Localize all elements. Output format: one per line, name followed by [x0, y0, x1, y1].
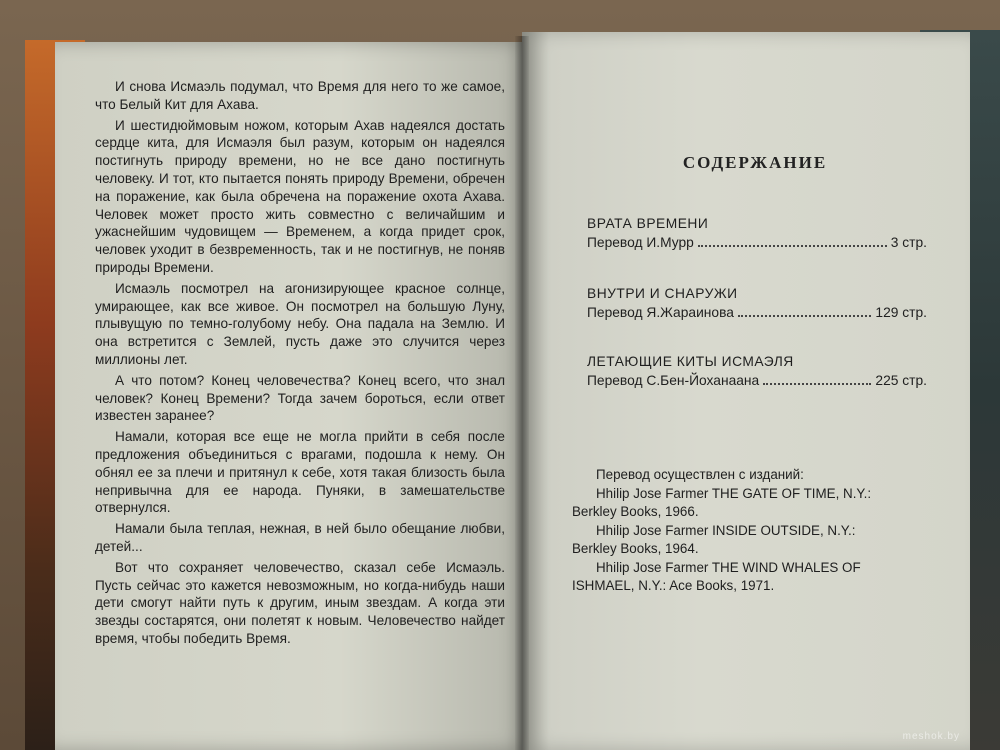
credits-intro: Перевод осуществлен с изданий: [596, 467, 804, 482]
watermark: meshok.by [902, 731, 960, 742]
toc-entry-line [587, 235, 927, 250]
toc-leader-dots [763, 383, 871, 385]
toc-entry-title: ВНУТРИ И СНАРУЖИ [587, 286, 738, 301]
book-gutter [515, 36, 529, 750]
toc-entry [587, 286, 927, 320]
credits-line: Berkley Books, 1966. [572, 504, 699, 519]
toc-entry-page: 225 стр. [875, 373, 927, 388]
toc-entry-title: ЛЕТАЮЩИЕ КИТЫ ИСМАЭЛЯ [587, 354, 794, 369]
credits-line: ISHMAEL, N.Y.: Ace Books, 1971. [572, 578, 775, 593]
toc-leader-dots [738, 315, 871, 317]
credits-line: Hhilip Jose Farmer THE GATE OF TIME, N.Y.: [596, 485, 872, 501]
paragraph: И снова Исмаэль подумал, что Время для него то же самое, что Белый Кит для Ахава. [95, 79, 505, 112]
paragraph: Исмаэль посмотрел на агонизирующее красное солнце, умирающее, как все живое. Он посмотрел на большую Луну, плывущую по темно-голубому небу. Она падала на Землю. И она встретится с Землей, пусть даже это случится через миллионы лет. [95, 280, 505, 367]
toc-entry-title: ВРАТА ВРЕМЕНИ [587, 216, 709, 231]
toc-entry [587, 216, 927, 250]
credits-line: Berkley Books, 1964. [572, 541, 699, 556]
toc-entry-translator: Перевод Я.Жараинова [587, 305, 734, 320]
toc-entry-page: 3 стр. [890, 235, 927, 250]
toc-entry-line [587, 305, 927, 320]
left-page-text [95, 78, 505, 651]
right-page [522, 32, 970, 750]
paragraph: Вот что сохраняет человечество, сказал себе Исмаэль. Пусть сейчас это кажется невозможным, но когда-нибудь наши дети смогут найти путь к другим, иным звездам. А когда эти звезды состарятся, они полетят к новым. Человечество найдет время, чтобы победить Время. [95, 559, 505, 646]
paragraph: И шестидюймовым ножом, которым Ахав надеялся достать сердце кита, для Исмаэля был разум, которым он надеялся постигнуть природу времени, но не все дано постигнуть человеку. И тот, кто пытается понять природу Времени, обречен на поражение, как была обречена на поражение охота Ахава. Человек может просто жить совместно с величайшим и ужаснейшим чудовищем — Временем, а когда придет срок, человек уходит в безвременность, так и не постигнув, не поняв природы Времени. [95, 117, 505, 275]
toc-entry-translator: Перевод С.Бен-Йоханаана [587, 373, 760, 388]
toc-entry-page: 129 стр. [875, 305, 927, 320]
toc-entry [587, 354, 927, 388]
toc-leader-dots [698, 245, 887, 247]
paragraph: Намали, которая все еще не могла прийти в себя после предложения объединиться с врагами, подошла к нему. Он обнял ее за плечи и притянул к себе, хотя такая близость была непривычна для ее народа. Пуняки, в замешательстве отвернулся. [95, 429, 505, 516]
toc-entry-translator: Перевод И.Мурр [587, 235, 694, 250]
paragraph: Намали была теплая, нежная, в ней было обещание любви, детей... [95, 521, 505, 554]
toc-entry-line [587, 373, 927, 388]
credits-line: Hhilip Jose Farmer THE WIND WHALES OF [596, 559, 861, 575]
credits-line: Hhilip Jose Farmer INSIDE OUTSIDE, N.Y.: [596, 522, 856, 538]
toc-title: СОДЕРЖАНИЕ [682, 153, 828, 172]
translation-credits [572, 466, 942, 596]
paragraph: А что потом? Конец человечества? Конец всего, что знал человек? Конец Времени? Тогда зачем бороться, если ответ известен заранее? [95, 372, 505, 424]
